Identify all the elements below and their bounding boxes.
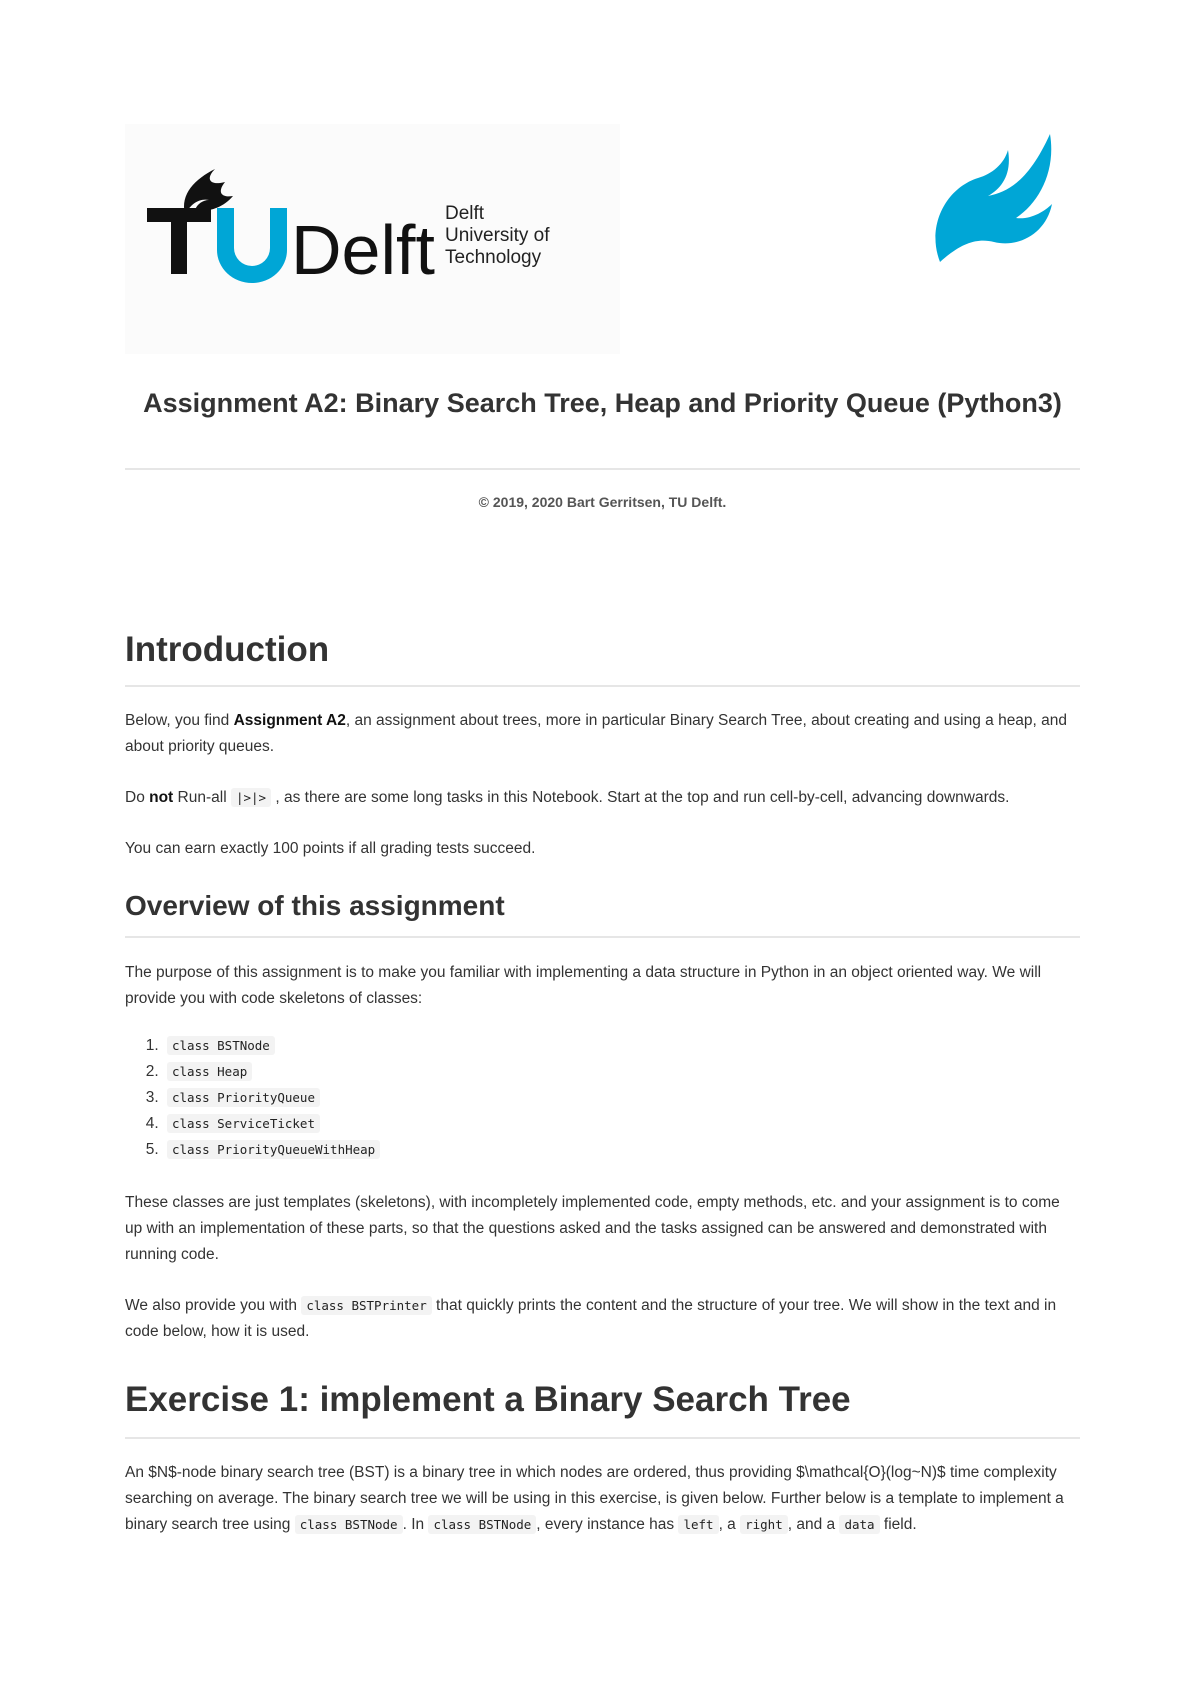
class-list <box>125 1033 380 1163</box>
tu-delft-logo <box>125 124 620 354</box>
divider <box>125 1437 1080 1439</box>
logo-graphic <box>125 124 620 354</box>
list-item: 2. class Heap <box>163 1059 380 1085</box>
exercise1-paragraph-1: An $N$-node binary search tree (BST) is a binary tree in which nodes are ordered, thus providing $\mathcal{O}(log~N)$ time complexity searching on average. The binary search tree we will be using in this exercise, is given below. Further below is a template to implement a binary search tree using class BSTNode . In class BSTNode , every instance has left , a right , and a data field. <box>125 1464 1064 1533</box>
divider <box>125 685 1080 687</box>
heading-introduction: Introduction <box>125 630 330 669</box>
list-item: 5. class PriorityQueueWithHeap <box>163 1137 380 1163</box>
intro-paragraph-2: Do not Run-all |>|> , as there are some long tasks in this Notebook. Start at the top and run cell-by-cell, advancing downwards. <box>125 789 1010 806</box>
list-item: 4. class ServiceTicket <box>163 1111 380 1137</box>
logo-subtitle-2: University of <box>445 225 550 246</box>
page-title: Assignment A2: Binary Search Tree, Heap and Priority Queue (Python3) <box>143 388 1062 418</box>
copyright-notice: © 2019, 2020 Bart Gerritsen, TU Delft. <box>478 494 727 510</box>
logo-subtitle-1: Delft <box>445 203 485 224</box>
overview-paragraph-2: These classes are just templates (skeletons), with incompletely implemented code, empty methods, etc. and your assignment is to come up with an implementation of these parts, so that the questions asked and the tasks assigned can be answered and demonstrated with running code. <box>125 1194 1060 1263</box>
heading-overview: Overview of this assignment <box>125 890 505 921</box>
overview-paragraph-1: The purpose of this assignment is to make you familiar with implementing a data structure in Python in an object oriented way. We will provide you with code skeletons of classes: <box>125 964 1042 1007</box>
list-item: 1. class BSTNode <box>163 1033 380 1059</box>
bstprinter-code: class BSTPrinter <box>301 1296 431 1315</box>
heading-exercise-1: Exercise 1: implement a Binary Search Tree <box>125 1380 851 1419</box>
overview-paragraph-3: We also provide you with class BSTPrinter that quickly prints the content and the structure of your tree. We will show in the text and in code below, how it is used. <box>125 1297 1057 1340</box>
divider <box>125 936 1080 938</box>
intro-paragraph-3: You can earn exactly 100 points if all grading tests succeed. <box>125 840 536 857</box>
divider <box>125 468 1080 470</box>
intro-paragraph-1: Below, you find Assignment A2, an assignment about trees, more in particular Binary Search Tree, about creating and using a heap, and about priority queues. <box>125 712 1068 755</box>
flame-icon <box>932 130 1072 270</box>
run-all-code: |>|> <box>231 788 271 807</box>
flame-icon <box>184 169 233 214</box>
logo-wordmark: Delft <box>291 211 435 289</box>
logo-subtitle-3: Technology <box>445 247 542 268</box>
list-item: 3. class PriorityQueue <box>163 1085 380 1111</box>
